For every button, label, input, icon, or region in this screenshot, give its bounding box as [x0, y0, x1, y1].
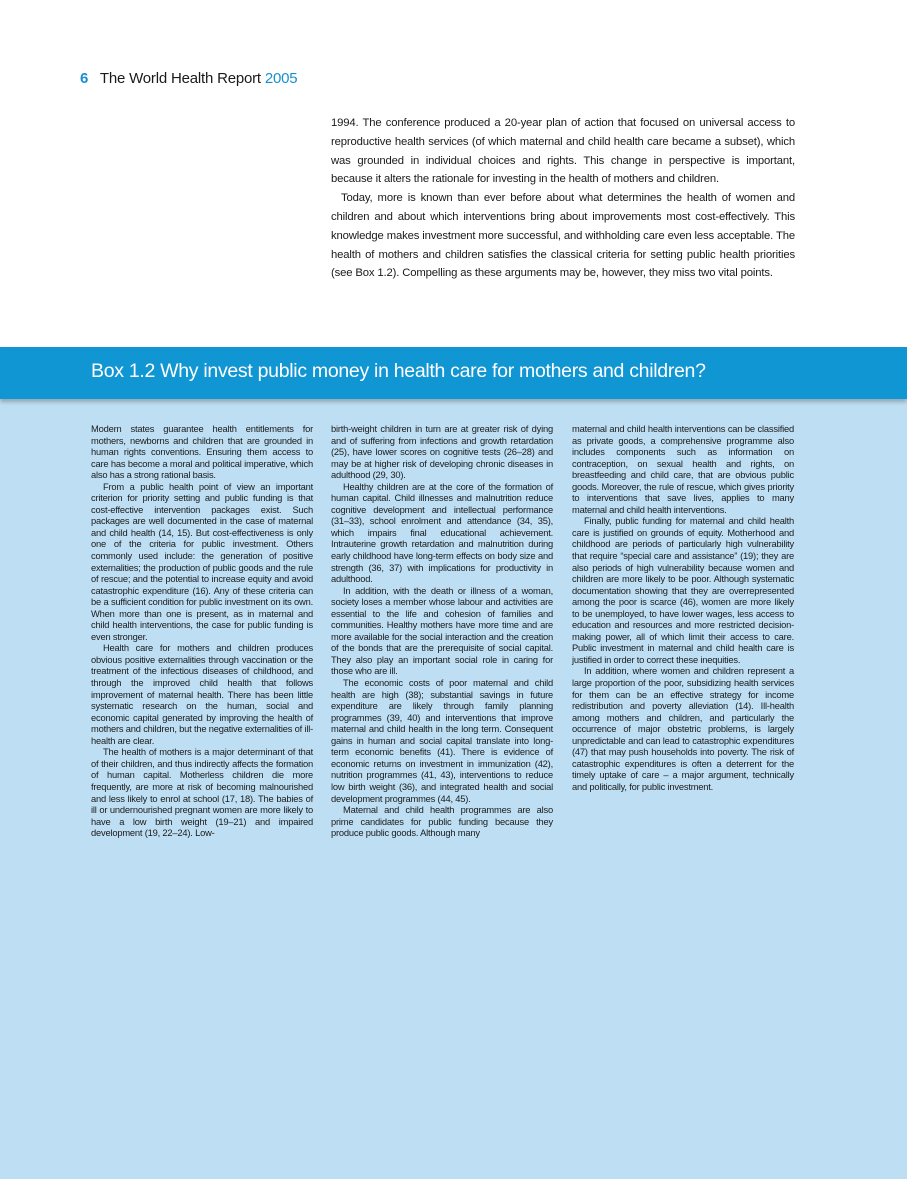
box-column-1 [91, 424, 313, 840]
box-paragraph: The health of mothers is a major determinant of that of their children, and thus indirectly affects the formation of human capital. Motherless children die more frequently, are more at risk of becoming malnourished and less likely to enrol at school (17, 18). The babies of ill or undernourished pregnant women are more likely to have a low birth weight (19–21) and impaired development (19, 22–24). Low- [91, 747, 313, 839]
intro-paragraph: 1994. The conference produced a 20-year plan of action that focused on universal access to reproductive health services (of which maternal and child health care became a subset), which was grounded in individual choices and rights. This change in perspective is important, because it alters the rationale for investing in the health of mothers and children. [331, 117, 795, 186]
box-paragraph: Maternal and child health programmes are also prime candidates for public funding because they produce public goods. Although many [331, 805, 553, 839]
box-paragraph: In addition, with the death or illness of a woman, society loses a member whose labour and activities are essential to the life and cohesion of families and communities. Healthy mothers have more time and are more available for the social interaction and the creation of the bonds that are the prerequisite of social capital. They also play an important social role in caring for those who are ill. [331, 585, 553, 677]
page-number: 6 [80, 70, 89, 87]
intro-text [331, 114, 795, 283]
box-body [0, 399, 907, 1179]
box-paragraph: Health care for mothers and children produces obvious positive externalities through vaccination or the treatment of the infectious diseases of childhood, and through the improved child health that follows improvement of maternal health. There has been little systematic research on the human, social and economic capital generated by improving the health of mothers and children, but the negative externalities of ill-health are clear. [91, 643, 313, 746]
page-header [80, 70, 297, 87]
box-title: Box 1.2 Why invest public money in health care for mothers and children? [91, 360, 706, 382]
box-paragraph: Finally, public funding for maternal and child health care is justified on grounds of equity. Motherhood and childhood are periods of particularly high vulnerability that require “special care and assistance” (19); they are also periods of high vulnerability because women and children are more likely to be poor. Although systematic documentation showing that they are overrepresented among the poor is scarce (46), women are more likely to be unemployed, to have lower wages, less access to education and resources and more restricted decision-making power, all of which limit their access to care. Public investment in maternal and child health care is justified in order to correct these inequities. [572, 516, 794, 665]
box-title-bar [0, 347, 907, 399]
box-paragraph: From a public health point of view an important criterion for priority setting and public funding is that cost-effective intervention packages exist. Such packages are well documented in the case of maternal and child health (14, 15). But cost-effectiveness is only one of the criteria for public investment. Others commonly used include: the generation of positive externalities; the production of public goods and the rule of rescue; and the potential to increase equity and avoid catastrophic expenditure (16). Any of these criteria can be a sufficient condition for public investment on its own. When more than one is present, as in maternal and child health interventions, the case for public funding is even stronger. [91, 481, 313, 642]
box-column-3 [572, 424, 794, 794]
box-column-2 [331, 424, 553, 840]
box-paragraph: Modern states guarantee health entitlements for mothers, newborns and children that are grounded in human rights conventions. Ensuring them access to care has become a moral and political imperative, which also has a strong rational basis. [91, 424, 313, 481]
box-paragraph: In addition, where women and children represent a large proportion of the poor, subsidizing health services for them can be an effective strategy for income redistribution and poverty alleviation (14). Ill-health among mothers and children, and particularly the occurrence of major obstetric problems, is largely unpredictable and can lead to catastrophic expenditures (47) that may push households into poverty. The risk of catastrophic expenditures is often a deterrent for the timely uptake of care – a major argument, technically and politically, for public investment. [572, 666, 794, 792]
box-paragraph: The economic costs of poor maternal and child health are high (38); substantial savings in future expenditure are likely through family planning programmes (39, 40) and interventions that improve maternal and child health in the long term. Consequent gains in human and social capital translate into long-term economic benefits (41). There is evidence of economic returns on investment in immunization (42), nutrition programmes (41, 43), interventions to reduce low birth weight (36), and integrated health and social development programmes (44, 45). [331, 678, 553, 804]
box-paragraph: Healthy children are at the core of the formation of human capital. Child illnesses and malnutrition reduce cognitive development and intellectual performance (31–33), school enrolment and attendance (34, 35), which impairs final educational achievement. Intrauterine growth retardation and malnutrition during early childhood have long-term effects on body size and strength (36, 37) with implications for productivity in adulthood. [331, 481, 553, 585]
intro-paragraph: Today, more is known than ever before about what determines the health of women and children and about which interventions bring about improvements most cost-effectively. This knowledge makes investment more successful, and withholding care even less acceptable. The health of mothers and children satisfies the classical criteria for setting public health priorities (see Box 1.2). Compelling as these arguments may be, however, they miss two vital points. [331, 192, 795, 280]
report-title: The World Health Report [99, 70, 261, 87]
box-paragraph: birth-weight children in turn are at greater risk of dying and of suffering from infections and growth retardation (25), have lower scores on cognitive tests (26–28) and may be at higher risk of developing chronic diseases in adulthood (29, 30). [331, 424, 553, 481]
box-paragraph: maternal and child health interventions can be classified as private goods, a comprehensive programme also includes components such as information on contraception, on sexual health and rights, on breastfeeding and child care, that are obvious public goods. Moreover, the rule of rescue, which gives priority to interventions that save lives, applies to many maternal and child health interventions. [572, 424, 794, 515]
report-year: 2005 [264, 70, 298, 87]
